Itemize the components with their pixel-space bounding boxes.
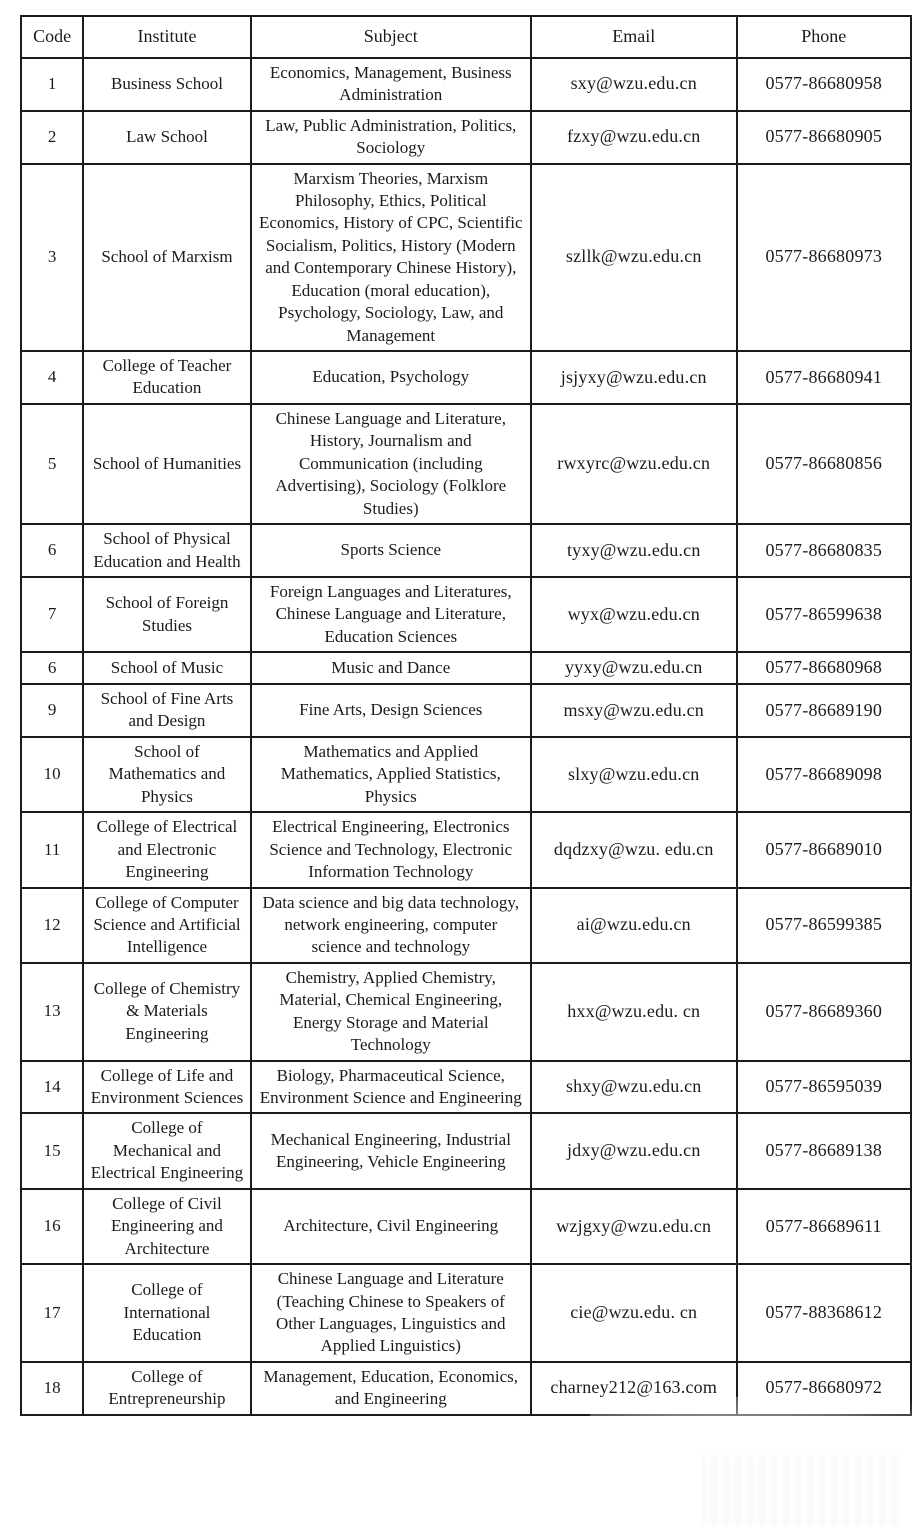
cell-phone: 0577-86680958 — [737, 58, 911, 111]
cell-institute: College of Computer Science and Artificial Intelligence — [83, 888, 250, 963]
cell-phone: 0577-86680968 — [737, 652, 911, 684]
cell-code: 7 — [21, 577, 83, 652]
cell-subject: Chinese Language and Literature (Teaching Chinese to Speakers of Other Languages, Linguistics and Applied Linguistics) — [251, 1264, 531, 1362]
cell-subject: Management, Education, Economics, and Engineering — [251, 1362, 531, 1415]
cell-code: 1 — [21, 58, 83, 111]
cell-phone: 0577-86680972 — [737, 1362, 911, 1415]
cell-email: yyxy@wzu.edu.cn — [531, 652, 737, 684]
cell-subject: Foreign Languages and Literatures, Chinese Language and Literature, Education Sciences — [251, 577, 531, 652]
table-row — [21, 652, 911, 684]
table-row — [21, 1113, 911, 1188]
cell-phone: 0577-86599385 — [737, 888, 911, 963]
cell-code: 10 — [21, 737, 83, 812]
cell-institute: College of Teacher Education — [83, 351, 250, 404]
table-row — [21, 58, 911, 111]
cell-phone: 0577-86599638 — [737, 577, 911, 652]
cell-phone: 0577-86595039 — [737, 1061, 911, 1114]
cell-institute: School of Humanities — [83, 404, 250, 524]
header-institute: Institute — [83, 16, 250, 58]
cell-phone: 0577-88368612 — [737, 1264, 911, 1362]
table-row — [21, 351, 911, 404]
cell-phone: 0577-86689098 — [737, 737, 911, 812]
cell-subject: Music and Dance — [251, 652, 531, 684]
table-row — [21, 684, 911, 737]
cell-phone: 0577-86689190 — [737, 684, 911, 737]
scan-smudge — [702, 1455, 902, 1525]
table-row — [21, 1189, 911, 1264]
table-row — [21, 164, 911, 352]
cell-email: jdxy@wzu.edu.cn — [531, 1113, 737, 1188]
cell-institute: Business School — [83, 58, 250, 111]
cell-email: rwxyrc@wzu.edu.cn — [531, 404, 737, 524]
cell-email: tyxy@wzu.edu.cn — [531, 524, 737, 577]
cell-phone: 0577-86680941 — [737, 351, 911, 404]
cell-institute: School of Mathematics and Physics — [83, 737, 250, 812]
cell-phone: 0577-86689010 — [737, 812, 911, 887]
cell-phone: 0577-86680835 — [737, 524, 911, 577]
table-row — [21, 1362, 911, 1415]
cell-email: szllk@wzu.edu.cn — [531, 164, 737, 352]
cell-email: shxy@wzu.edu.cn — [531, 1061, 737, 1114]
cell-code: 16 — [21, 1189, 83, 1264]
cell-code: 15 — [21, 1113, 83, 1188]
header-row — [21, 16, 911, 58]
table-row — [21, 963, 911, 1061]
cell-email: wyx@wzu.edu.cn — [531, 577, 737, 652]
cell-subject: Fine Arts, Design Sciences — [251, 684, 531, 737]
cell-code: 6 — [21, 652, 83, 684]
cell-email: fzxy@wzu.edu.cn — [531, 111, 737, 164]
table-row — [21, 1264, 911, 1362]
cell-subject: Mechanical Engineering, Industrial Engineering, Vehicle Engineering — [251, 1113, 531, 1188]
cell-subject: Law, Public Administration, Politics, Sociology — [251, 111, 531, 164]
cell-phone: 0577-86680973 — [737, 164, 911, 352]
cell-institute: College of Entrepreneurship — [83, 1362, 250, 1415]
cell-institute: School of Fine Arts and Design — [83, 684, 250, 737]
cell-subject: Sports Science — [251, 524, 531, 577]
cell-email: cie@wzu.edu. cn — [531, 1264, 737, 1362]
cell-subject: Chinese Language and Literature, History, Journalism and Communication (including Advertising), Sociology (Folklore Studies) — [251, 404, 531, 524]
cell-email: wzjgxy@wzu.edu.cn — [531, 1189, 737, 1264]
cell-email: hxx@wzu.edu. cn — [531, 963, 737, 1061]
cell-subject: Education, Psychology — [251, 351, 531, 404]
cell-institute: School of Marxism — [83, 164, 250, 352]
cell-code: 18 — [21, 1362, 83, 1415]
cell-subject: Architecture, Civil Engineering — [251, 1189, 531, 1264]
cell-code: 17 — [21, 1264, 83, 1362]
cell-institute: College of Electrical and Electronic Engineering — [83, 812, 250, 887]
header-phone: Phone — [737, 16, 911, 58]
header-subject: Subject — [251, 16, 531, 58]
cell-phone: 0577-86689138 — [737, 1113, 911, 1188]
cell-subject: Biology, Pharmaceutical Science, Environment Science and Engineering — [251, 1061, 531, 1114]
cell-code: 5 — [21, 404, 83, 524]
cell-institute: College of Life and Environment Sciences — [83, 1061, 250, 1114]
cell-institute: College of Civil Engineering and Architecture — [83, 1189, 250, 1264]
cell-institute: College of Mechanical and Electrical Engineering — [83, 1113, 250, 1188]
cell-subject: Mathematics and Applied Mathematics, Applied Statistics, Physics — [251, 737, 531, 812]
cell-code: 2 — [21, 111, 83, 164]
cell-code: 12 — [21, 888, 83, 963]
cell-email: msxy@wzu.edu.cn — [531, 684, 737, 737]
cell-institute: School of Foreign Studies — [83, 577, 250, 652]
cell-email: charney212@163.com — [531, 1362, 737, 1415]
cell-email: dqdzxy@wzu. edu.cn — [531, 812, 737, 887]
cell-phone: 0577-86680856 — [737, 404, 911, 524]
table-row — [21, 577, 911, 652]
header-code: Code — [21, 16, 83, 58]
cell-email: jsjyxy@wzu.edu.cn — [531, 351, 737, 404]
header-email: Email — [531, 16, 737, 58]
cell-subject: Electrical Engineering, Electronics Science and Technology, Electronic Information Technology — [251, 812, 531, 887]
cell-institute: Law School — [83, 111, 250, 164]
cell-code: 4 — [21, 351, 83, 404]
scan-watermark — [590, 1397, 920, 1532]
table-row — [21, 524, 911, 577]
cell-email: slxy@wzu.edu.cn — [531, 737, 737, 812]
cell-email: ai@wzu.edu.cn — [531, 888, 737, 963]
cell-subject: Data science and big data technology, network engineering, computer science and technology — [251, 888, 531, 963]
cell-code: 14 — [21, 1061, 83, 1114]
cell-code: 11 — [21, 812, 83, 887]
table-row — [21, 404, 911, 524]
cell-subject: Economics, Management, Business Administration — [251, 58, 531, 111]
cell-phone: 0577-86680905 — [737, 111, 911, 164]
table-row — [21, 737, 911, 812]
cell-code: 9 — [21, 684, 83, 737]
cell-institute: College of Chemistry & Materials Engineering — [83, 963, 250, 1061]
cell-code: 3 — [21, 164, 83, 352]
cell-phone: 0577-86689611 — [737, 1189, 911, 1264]
institute-contact-table — [20, 15, 912, 1416]
table-body — [21, 58, 911, 1415]
cell-subject: Chemistry, Applied Chemistry, Material, Chemical Engineering, Energy Storage and Material Technology — [251, 963, 531, 1061]
cell-subject: Marxism Theories, Marxism Philosophy, Ethics, Political Economics, History of CPC, Scientific Socialism, Politics, History (Modern and Contemporary Chinese History), Education (moral education), Psychology, Sociology, Law, and Management — [251, 164, 531, 352]
table-row — [21, 888, 911, 963]
table-row — [21, 812, 911, 887]
cell-institute: School of Physical Education and Health — [83, 524, 250, 577]
cell-institute: School of Music — [83, 652, 250, 684]
document-page — [0, 15, 920, 1532]
cell-code: 13 — [21, 963, 83, 1061]
table-row — [21, 1061, 911, 1114]
cell-email: sxy@wzu.edu.cn — [531, 58, 737, 111]
cell-institute: College of International Education — [83, 1264, 250, 1362]
table-row — [21, 111, 911, 164]
cell-phone: 0577-86689360 — [737, 963, 911, 1061]
cell-code: 6 — [21, 524, 83, 577]
table-header — [21, 16, 911, 58]
